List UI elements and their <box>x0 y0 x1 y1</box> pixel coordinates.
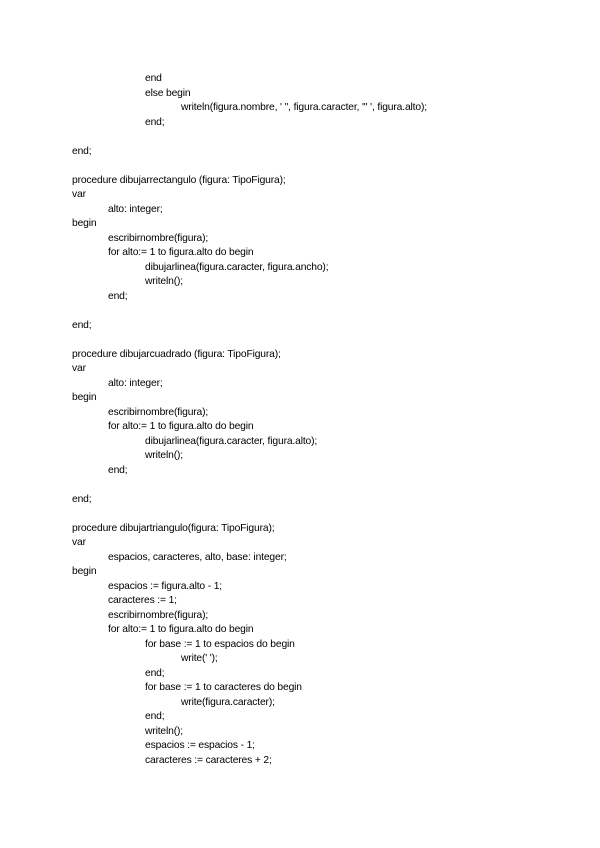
code-line: espacios, caracteres, alto, base: integer; <box>108 551 287 563</box>
code-line: end; <box>108 290 128 302</box>
code-line: end; <box>72 493 92 505</box>
code-line: escribirnombre(figura); <box>108 232 209 244</box>
code-line: procedure dibujartriangulo(figura: TipoFigura); <box>72 522 275 534</box>
code-line: for base := 1 to espacios do begin <box>145 638 295 650</box>
code-line: dibujarlinea(figura.caracter, figura.alto); <box>145 435 318 447</box>
code-line: end; <box>145 667 165 679</box>
code-line: caracteres := caracteres + 2; <box>145 754 272 766</box>
blank-line <box>72 478 552 493</box>
code-line: alto: integer; <box>108 377 163 389</box>
code-line: var <box>72 363 86 374</box>
blank-line <box>72 304 552 319</box>
code-line: begin <box>72 218 97 229</box>
code-line: write(figura.caracter); <box>181 696 275 708</box>
code-line: for base := 1 to caracteres do begin <box>145 682 302 693</box>
code-line: espacios := espacios - 1; <box>145 740 255 751</box>
code-line: writeln(); <box>145 450 183 461</box>
code-line: espacios := figura.alto - 1; <box>108 580 222 592</box>
blank-line <box>72 333 552 348</box>
code-line: end; <box>72 145 92 157</box>
code-line: var <box>72 537 86 548</box>
code-line: escribirnombre(figura); <box>108 406 209 418</box>
blank-line <box>72 507 552 522</box>
code-line: escribirnombre(figura); <box>108 609 209 621</box>
code-line: writeln(figura.nombre, ' '', figura.caracter, ''' ', figura.alto); <box>181 102 427 113</box>
code-line: begin <box>72 392 97 403</box>
blank-line <box>72 130 552 145</box>
code-line: for alto:= 1 to figura.alto do begin <box>108 247 254 258</box>
code-line: for alto:= 1 to figura.alto do begin <box>108 421 254 432</box>
code-line: end; <box>145 711 165 722</box>
code-line: begin <box>72 566 97 577</box>
code-line: alto: integer; <box>108 203 163 215</box>
code-line: writeln(); <box>145 276 183 287</box>
code-line: end; <box>145 116 165 128</box>
code-line: dibujarlinea(figura.caracter, figura.ancho); <box>145 261 329 273</box>
code-line: caracteres := 1; <box>108 595 177 606</box>
code-line: end; <box>72 319 92 331</box>
code-line: var <box>72 189 86 200</box>
code-line: end; <box>108 464 128 476</box>
code-listing <box>72 72 552 768</box>
code-line: end <box>145 73 162 84</box>
code-line: procedure dibujarcuadrado (figura: TipoFigura); <box>72 348 281 360</box>
code-line: for alto:= 1 to figura.alto do begin <box>108 624 254 635</box>
code-line: else begin <box>145 87 191 99</box>
code-line: write(' '); <box>181 653 218 664</box>
blank-line <box>72 159 552 174</box>
code-line: procedure dibujarrectangulo (figura: TipoFigura); <box>72 174 286 186</box>
code-line: writeln(); <box>145 725 183 737</box>
